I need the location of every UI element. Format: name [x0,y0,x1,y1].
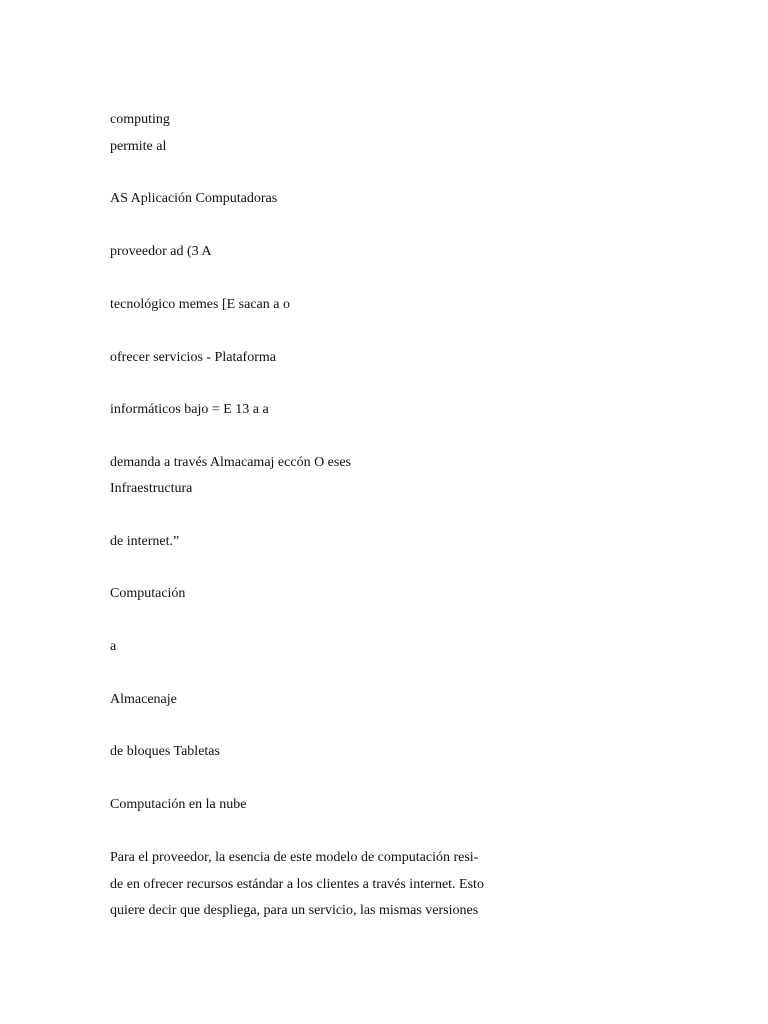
text-fragment: proveedor ad (3 A [110,244,212,259]
text-fragment: Infraestructura [110,481,193,496]
text-fragment: computing [110,112,170,127]
paragraph-line: de en ofrecer recursos estándar a los clientes a través internet. Esto [110,877,484,892]
paragraph-line: Para el proveedor, la esencia de este modelo de computación resi- [110,850,479,865]
text-fragment: a [110,639,117,654]
section-title: Computación en la nube [110,797,247,812]
text-fragment: ofrecer servicios - Plataforma [110,350,276,365]
text-fragment: Computación [110,586,186,601]
text-fragment: permite al [110,139,167,154]
text-fragment: de bloques Tabletas [110,744,220,759]
paragraph-line: quiere decir que despliega, para un servicio, las mismas versiones [110,903,479,918]
text-fragment: informáticos bajo = E 13 a a [110,402,269,417]
text-fragment: AS Aplicación Computadoras [110,191,278,206]
text-fragment: tecnológico memes [E sacan a o [110,297,290,312]
text-fragment: de internet.” [110,534,180,549]
text-fragment: demanda a través Almacamaj eccón O eses [110,455,352,470]
text-fragment: Almacenaje [110,692,177,707]
